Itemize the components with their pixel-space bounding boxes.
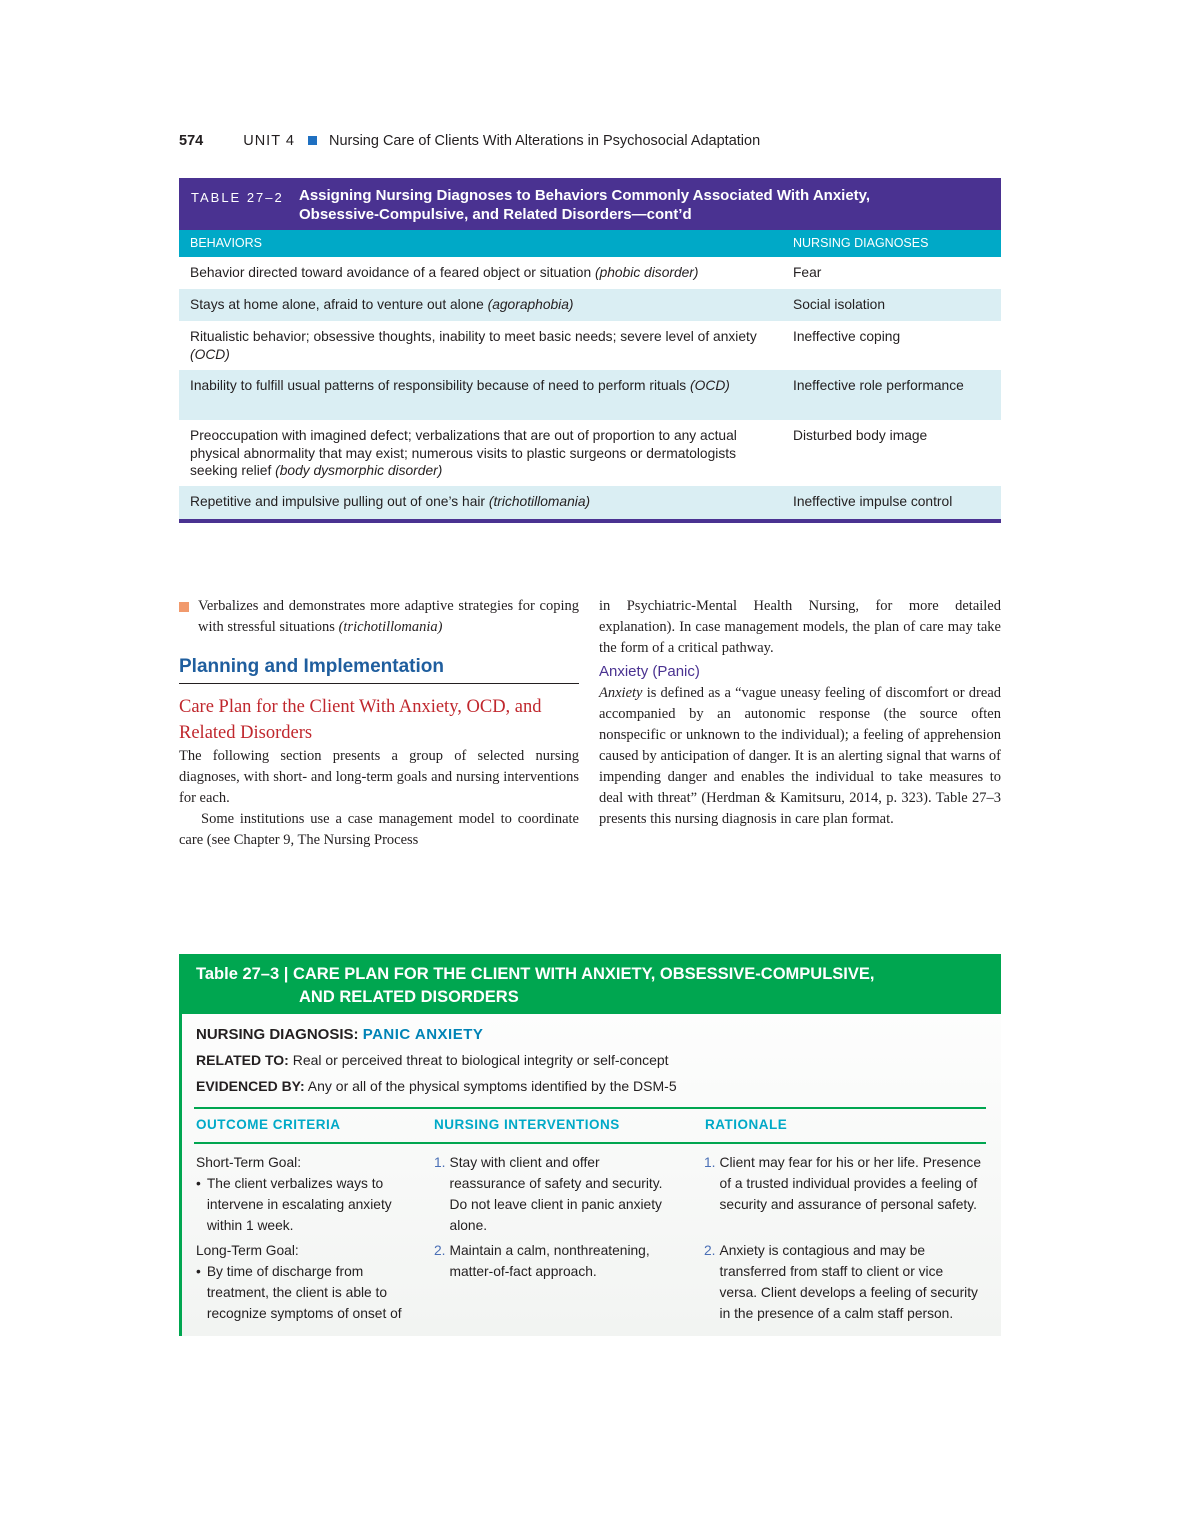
behavior-cell: Preoccupation with imagined defect; verbalizations that are out of proportion to any actual physical abnormality that may exist; numerous visits to plastic surgeons or dermatologists seeking relief (body dysmorphic disorder) xyxy=(190,428,737,478)
table-title xyxy=(299,186,870,224)
column-header-interventions: NURSING INTERVENTIONS xyxy=(434,1117,620,1132)
paragraph xyxy=(599,683,1001,830)
short-term-goal: Short-Term Goal: • The client verbalizes ways to intervene in escalating anxiety within 1 week. xyxy=(196,1152,421,1236)
nursing-diagnosis: NURSING DIAGNOSIS: PANIC ANXIETY xyxy=(196,1026,484,1043)
table-row xyxy=(179,257,1001,289)
running-header xyxy=(179,133,1001,149)
intervention-item: 2. Maintain a calm, nonthreatening, matter-of-fact approach. xyxy=(434,1243,650,1279)
table-27-3 xyxy=(179,954,1001,1336)
left-rule xyxy=(179,1014,182,1336)
table-row xyxy=(179,420,1001,486)
column-header-behaviors: BEHAVIORS xyxy=(190,236,263,250)
square-bullet-icon xyxy=(308,136,317,145)
unit-label: UNIT 4 xyxy=(243,133,295,149)
heading-anxiety: Anxiety (Panic) xyxy=(599,663,700,680)
behavior-cell: Repetitive and impulsive pulling out of one’s hair (trichotillomania) xyxy=(190,494,591,509)
square-bullet-icon xyxy=(179,602,189,612)
table-title-line2: Obsessive-Compulsive, and Related Disorders—cont’d xyxy=(299,206,692,223)
right-column xyxy=(599,596,1001,830)
diagnosis-cell: Ineffective impulse control xyxy=(793,494,953,509)
care-plan-title-line2: AND RELATED DISORDERS xyxy=(299,988,519,1006)
behavior-cell: Inability to fulfill usual patterns of responsibility because of need to perform rituals (OCD) xyxy=(190,378,730,393)
heading-careplan: Care Plan for the Client With Anxiety, OCD, and Related Disorders xyxy=(179,697,542,743)
behavior-cell: Stays at home alone, afraid to venture out alone (agoraphobia) xyxy=(190,297,574,312)
rationale-item: 2. Anxiety is contagious and may be transferred from staff to client or vice versa. Client develops a feeling of security in the presence of a calm staff person. xyxy=(704,1243,978,1321)
paragraph: The following section presents a group of selected nursing diagnoses, with short- and long-term goals and nursing interventions for each. xyxy=(179,748,579,806)
running-title: Nursing Care of Clients With Alterations in Psychosocial Adaptation xyxy=(328,133,761,149)
table-row xyxy=(179,486,1001,519)
long-term-goal: Long-Term Goal: • By time of discharge from treatment, the client is able to recognize symptoms of onset of xyxy=(196,1240,421,1324)
behavior-cell: Behavior directed toward avoidance of a feared object or situation (phobic disorder) xyxy=(190,265,699,280)
care-plan-title-bar xyxy=(179,954,1001,1014)
diagnosis-cell: Fear xyxy=(793,265,822,280)
rationale-item: 1. Client may fear for his or her life. Presence of a trusted individual provides a feeling of security and assurance of personal safety. xyxy=(704,1155,981,1212)
bullet-icon: • xyxy=(196,1264,201,1279)
outcome-bullet xyxy=(179,596,579,638)
column-header-diagnoses: NURSING DIAGNOSES xyxy=(793,236,929,250)
intervention-item: 1. Stay with client and offer reassurance of safety and security. Do not leave client in panic anxiety alone. xyxy=(434,1155,663,1233)
anxiety-term: Anxiety xyxy=(599,685,643,701)
behavior-cell: Ritualistic behavior; obsessive thoughts, inability to meet basic needs; severe level of anxiety (OCD) xyxy=(190,329,757,362)
heading-planning: Planning and Implementation xyxy=(179,656,579,684)
bullet-text: Verbalizes and demonstrates more adaptive strategies for coping with stressful situations xyxy=(198,598,579,635)
paragraph: in Psychiatric-Mental Health Nursing, for more detailed explanation). In case management models, the plan of care may take the form of a critical pathway. xyxy=(599,598,1001,656)
care-plan-title-line1: Table 27–3 | CARE PLAN FOR THE CLIENT WITH ANXIETY, OBSESSIVE-COMPULSIVE, xyxy=(196,965,875,983)
paragraph: Some institutions use a case management model to coordinate care (see Chapter 9, The Nursing Process xyxy=(179,811,579,848)
table-row xyxy=(179,289,1001,321)
evidenced-by: EVIDENCED BY: Any or all of the physical symptoms identified by the DSM-5 xyxy=(196,1078,677,1094)
diagnosis-cell: Ineffective coping xyxy=(793,329,901,344)
anxiety-definition: is defined as a “vague uneasy feeling of discomfort or dread accompanied by an autonomic response (the source often nonspecific or unknown to the individual); a feeling of apprehension caused by anticipation of danger. It is an alerting signal that warns of impending danger and enables the individual to take measures to deal with threat” (Herdman & Kamitsuru, 2014, p. 323). Table 27–3 presents this nursing diagnosis in care plan format. xyxy=(599,685,1001,827)
column-header-outcome: OUTCOME CRITERIA xyxy=(196,1117,341,1132)
bullet-icon: • xyxy=(196,1176,201,1191)
table-bottom-rule xyxy=(179,519,1001,523)
table-27-2 xyxy=(179,178,1001,523)
column-header-rationale: RATIONALE xyxy=(705,1117,788,1132)
table-row xyxy=(179,370,1001,420)
diagnosis-cell: Social isolation xyxy=(793,297,886,312)
care-plan-column-headers xyxy=(194,1107,986,1144)
table-label: TABLE 27–2 xyxy=(191,190,284,205)
table-row xyxy=(179,321,1001,370)
bullet-italic: (trichotillomania) xyxy=(338,619,443,635)
related-to: RELATED TO: Real or perceived threat to biological integrity or self-concept xyxy=(196,1052,669,1068)
page-number: 574 xyxy=(179,133,204,149)
left-column xyxy=(179,596,579,851)
table-title-line1: Assigning Nursing Diagnoses to Behaviors Commonly Associated With Anxiety, xyxy=(299,187,871,204)
diagnosis-cell: Disturbed body image xyxy=(793,428,928,443)
diagnosis-cell: Ineffective role performance xyxy=(793,378,964,393)
table-title-bar xyxy=(179,178,1001,230)
table-header-row xyxy=(179,230,1001,257)
